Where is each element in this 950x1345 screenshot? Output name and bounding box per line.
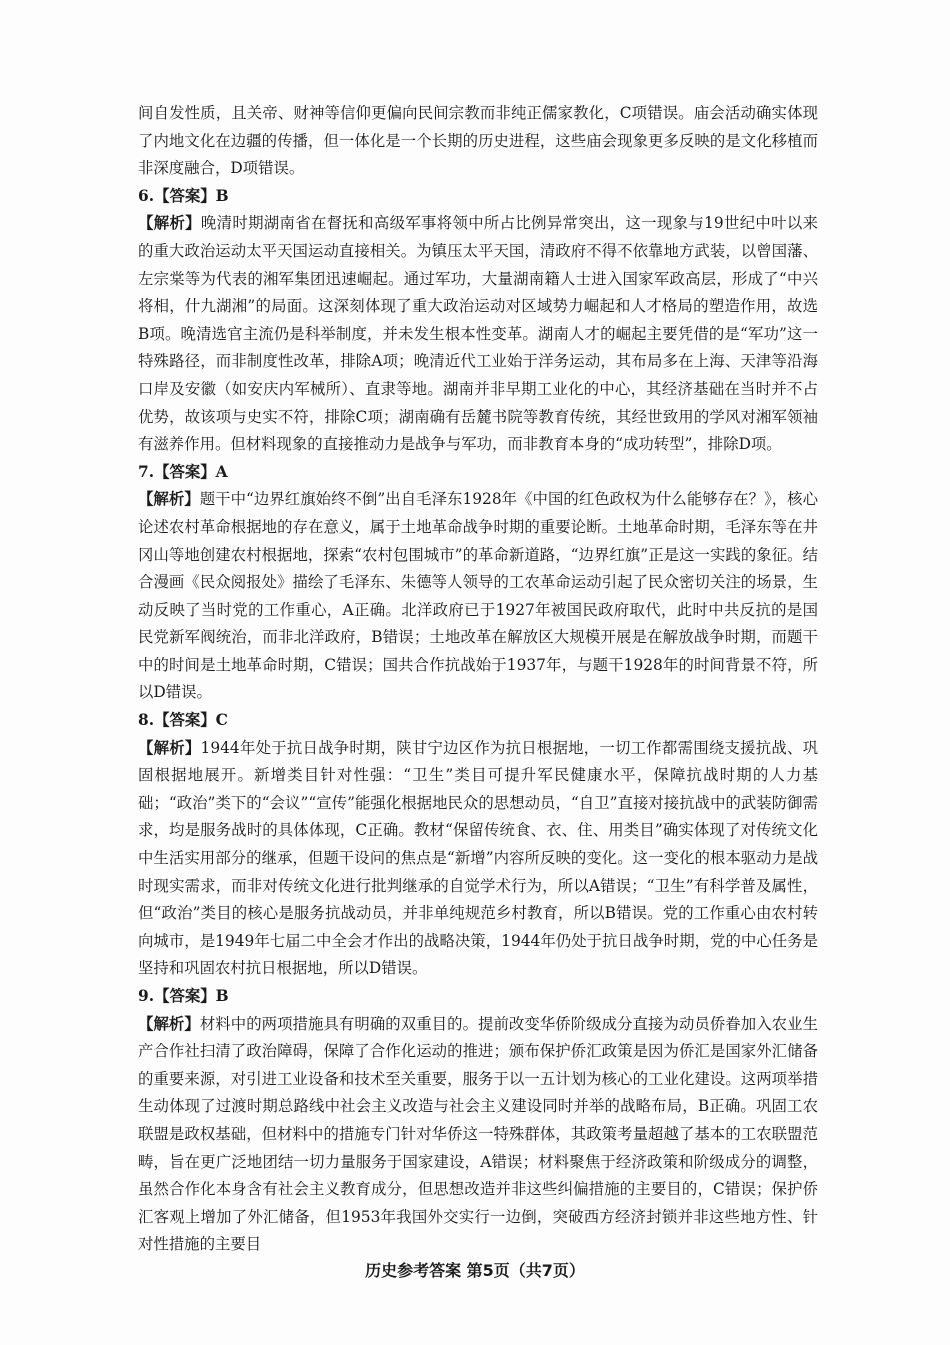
analysis-label: 【解析】 xyxy=(138,214,201,233)
answer-line-8: 8.【答案】C xyxy=(138,711,228,730)
analysis-text: 1944年处于抗日战争时期，陕甘宁边区作为抗日根据地，一切工作都需围绕支援抗战、巩固根据地展开。新增类目针对性强：“卫生”类目可提升军民健康水平，保障抗战时期的人力基础；“政治”类下的“会议”“宣传”能强化根据地民众的思想动员，“自卫”直接对接抗战中的武装防御需求，均是服务战时的具体体现，C正确。教材“保留传统食、衣、住、用类目”确实体现了对传统文化中生活实用部分的继承，但题干设问的焦点是“新增”内容所反映的变化。这一变化的根本驱动力是战时现实需求，而非对传统文化进行批判继承的自觉学术行为，所以A错误；“卫生”有科学普及属性，但“政治”类目的核心是服务抗战动员，并非单纯规范乡村教育，所以B错误。党的工作重心由农村转向城市，是1949年七届二中全会才作出的战略决策，1944年仍处于抗日战争时期，党的中心任务是坚持和巩固农村抗日根据地，所以D错误。 xyxy=(138,738,818,978)
continuation-paragraph: 间自发性质，且关帝、财神等信仰更偏向民间宗教而非纯正儒家教化，C项错误。庙会活动确实体现了内地文化在边疆的传播，但一体化是一个长期的历史进程，这些庙会现象更多反映的是文化移植而非深度融合，D项错误。 xyxy=(138,104,818,178)
page-footer: 历史参考答案 第5页（共7页） xyxy=(365,1261,585,1280)
analysis-text: 题干中“边界红旗始终不倒”出自毛泽东1928年《中国的红色政权为什么能够存在？》，核心论述农村革命根据地的存在意义，属于土地革命战争时期的重要论断。土地革命时期，毛泽东等在井冈山等地创建农村根据地，探索“农村包围城市”的革命新道路，“边界红旗”正是这一实践的象征。结合漫画《民众阅报处》描绘了毛泽东、朱德等人领导的工农革命运动引起了民众密切关注的场景，生动反映了当时党的工作重心，A正确。北洋政府已于1927年被国民政府取代，此时中共反抗的是国民党新军阀统治，而非北洋政府，B错误；土地改革在解放区大规模开展是在解放战争时期，而题干中的时间是土地革命时期，C错误；国共合作抗战始于1937年，与题干1928年的时间背景不符，所以D错误。 xyxy=(138,490,818,702)
answer-content xyxy=(138,100,818,1259)
analysis-text: 材料中的两项措施具有明确的双重目的。提前改变华侨阶级成分直接为动员侨眷加入农业生产合作社扫清了政治障碍，保障了合作化运动的推进；颁布保护侨汇政策是因为侨汇是国家外汇储备的重要来源，对引进工业设备和技术至关重要，服务于以一五计划为核心的工业化建设。这两项举措生动体现了过渡时期总路线中社会主义改造与社会主义建设同时并举的战略布局，B正确。巩固工农联盟是政权基础，但材料中的措施专门针对华侨这一特殊群体，其政策考量超越了基本的工农联盟范畴，旨在更广泛地团结一切力量服务于国家建设，A错误；材料聚焦于经济政策和阶级成分的调整，虽然合作化本身含有社会主义教育成分，但思想改造并非这些纠偏措施的主要目的，C错误；保护侨汇客观上增加了外汇储备，但1953年我国外交实行一边倒，突破西方经济封锁并非这些地方性、针对性措施的主要目 xyxy=(138,1014,818,1254)
analysis-paragraph-7 xyxy=(138,486,818,707)
answer-line-6: 6.【答案】B xyxy=(138,186,229,205)
analysis-paragraph-6 xyxy=(138,210,818,458)
analysis-text: 晚清时期湖南省在督抚和高级军事将领中所占比例异常突出，这一现象与19世纪中叶以来的重大政治运动太平天国运动直接相关。为镇压太平天国，清政府不得不依靠地方武装，以曾国藩、左宗棠等为代表的湘军集团迅速崛起。通过军功，大量湖南籍人士进入国家军政高层，形成了“中兴将相，什九湖湘”的局面。这深刻体现了重大政治运动对区域势力崛起和人才格局的塑造作用，故选B项。晚清选官主流仍是科举制度，并未发生根本性变革。湖南人才的崛起主要凭借的是“军功”这一特殊路径，而非制度性改革，排除A项；晚清近代工业始于洋务运动，其布局多在上海、天津等沿海口岸及安徽（如安庆内军械所）、直隶等地。湖南并非早期工业化的中心，其经济基础在当时并不占优势，故该项与史实不符，排除C项；湖南确有岳麓书院等教育传统，其经世致用的学风对湘军领袖有滋养作用。但材料现象的直接推动力是战争与军功，而非教育本身的“成功转型”，排除D项。 xyxy=(138,214,818,454)
answer-line-9: 9.【答案】B xyxy=(138,987,229,1005)
answer-line-7: 7.【答案】A xyxy=(138,462,228,481)
analysis-paragraph-9 xyxy=(138,1011,818,1259)
analysis-label: 【解析】 xyxy=(138,738,201,757)
analysis-label: 【解析】 xyxy=(138,1014,200,1033)
analysis-label: 【解析】 xyxy=(138,490,200,509)
analysis-paragraph-8 xyxy=(138,735,818,983)
